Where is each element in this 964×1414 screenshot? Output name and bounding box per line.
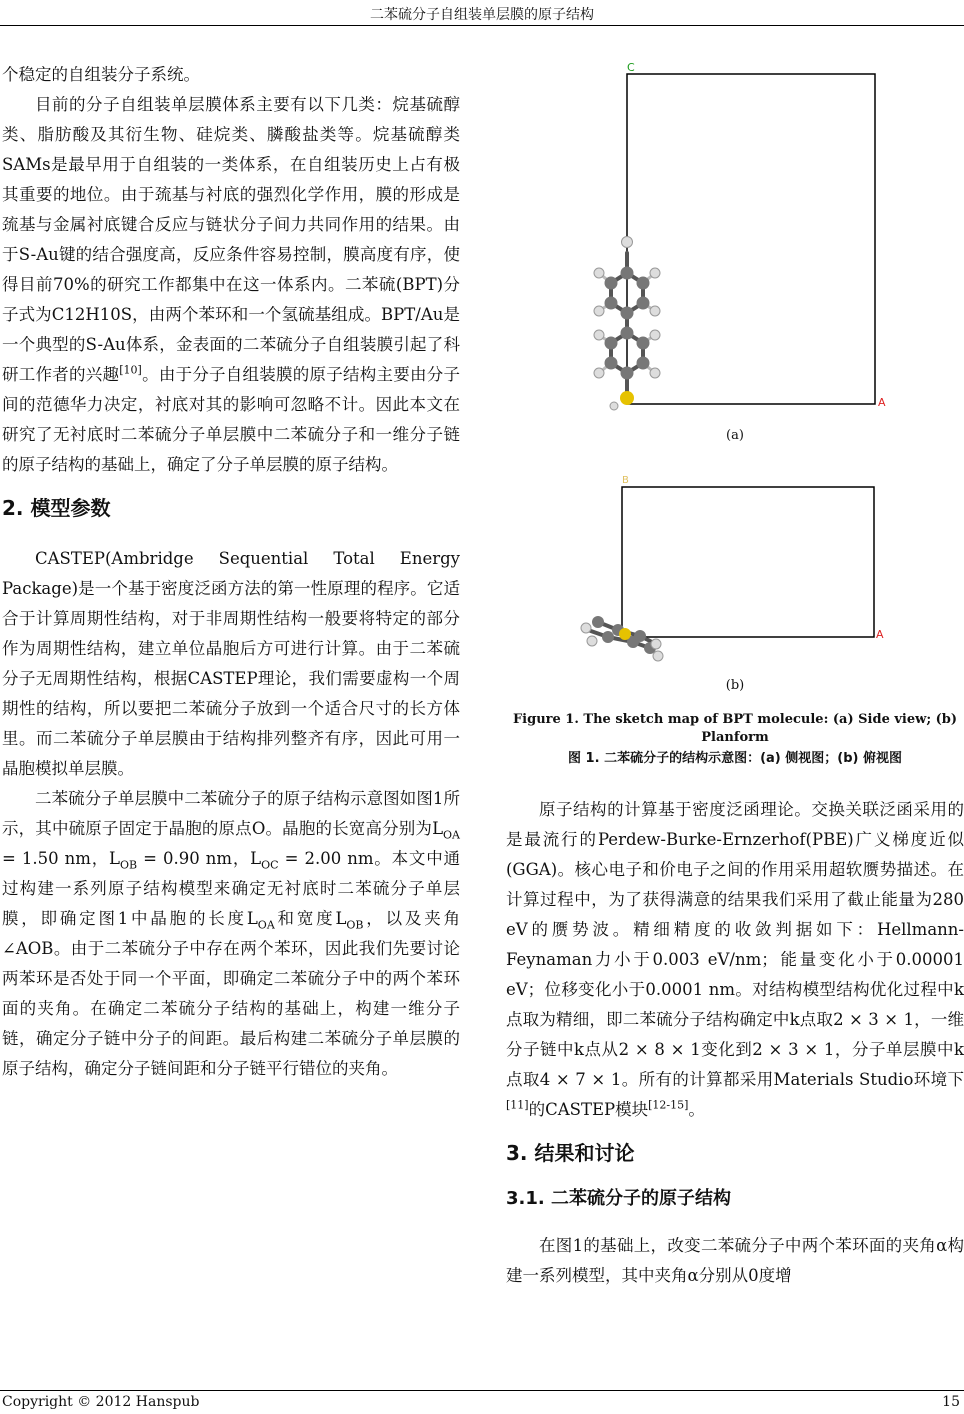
copyright-text: Copyright © 2012 Hanspub [2, 1394, 200, 1410]
header-rule [0, 25, 964, 26]
citation-12-15: [12-15] [648, 1098, 689, 1112]
citation-10: [10] [119, 363, 142, 377]
figure-1a-side-view [580, 58, 900, 418]
text-span: ，以及夹角∠AOB。由于二苯硫分子中存在两个苯环，因此我们先要讨论两苯环是否处于同一个平面，即确定二苯硫分子中的两个苯环面的夹角。在确定二苯硫分子结构的基础上，构建一维分子链，确定分子链中分子的间距。最后构建二苯硫分子单层膜的原子结构，确定分子链间距和分子链平行错位的夹角。 [2, 909, 460, 1078]
page-number: 15 [942, 1394, 960, 1410]
subscript: OC [261, 858, 279, 872]
figure-1b-planform [578, 470, 898, 670]
text-span: 的CASTEP模块 [528, 1100, 649, 1119]
paragraph-cell-dimensions [2, 784, 460, 1084]
text-span: = 1.50 nm，L [2, 849, 120, 868]
figure-label-b: (b) [725, 678, 745, 693]
paragraph-dft-method [506, 795, 964, 1125]
left-column [2, 60, 460, 1084]
text-span: = 0.90 nm，L [137, 849, 262, 868]
text-span: 和宽度L [274, 909, 347, 928]
subscript: OA [443, 828, 460, 842]
axis-label-c: C [627, 61, 635, 74]
citation-11: [11] [506, 1098, 529, 1112]
paragraph-castep: CASTEP(Ambridge Sequential Total Energy Package)是一个基于密度泛函方法的第一性原理的程序。它适合于计算周期性结构，对于非周期性结构一般要将特定的部分作为周期性结构，建立单位晶胞后方可进行计算。由于二苯硫分子无周期性结构，根据CASTEP理论，我们需要虚构一个周期性的结构，所以要把二苯硫分子放到一个适合尺寸的长方体里。而二苯硫分子单层膜由于结构排列整齐有序，因此可用一晶胞模拟单层膜。 [2, 549, 460, 778]
text-span: = 2.00 nm。本文中通过构建一系列原子结构模型来确定无衬底时二苯硫分子单层膜，即确定图1中晶胞的长度L [2, 849, 460, 928]
section-heading-model: 2. 模型参数 [2, 496, 111, 520]
axis-label-a: A [878, 396, 886, 409]
section-heading-results: 3. 结果和讨论 [506, 1141, 635, 1165]
subscript: OB [119, 858, 138, 872]
text-span: 目前的分子自组装单层膜体系主要有以下几类：烷基硫醇类、脂肪酸及其衍生物、硅烷类、膦酸盐类等。烷基硫醇类SAMs是最早用于自组装的一类体系，在自组装历史上占有极其重要的地位。由于巯基与衬底的强烈化学作用，膜的形成是巯基与金属衬底键合反应与链状分子间力共同作用的结果。由于S-Au键的结合强度高，反应条件容易控制，膜高度有序，使得目前70%的研究工作都集中在这一体系内。二苯硫(BPT)分子式为C12H10S，由两个苯环和一个氢硫基组成。BPT/Au是一个典型的S-Au体系，金表面的二苯硫分子自组装膜引起了科研工作者的兴趣 [2, 95, 460, 384]
running-header: 二苯硫分子自组装单层膜的原子结构 [370, 7, 594, 23]
figure-caption-cn: 图 1. 二苯硫分子的结构示意图：(a) 侧视图；(b) 俯视图 [568, 751, 902, 766]
page-footer [2, 1394, 962, 1410]
text-span: 。由于分子自组装膜的原子结构主要由分子间的范德华力决定，衬底对其的影响可忽略不计。因此本文在研究了无衬底时二苯硫分子单层膜中二苯硫分子和一维分子链的原子结构的基础上，确定了分子单层膜的原子结构。 [2, 365, 461, 474]
subscript: OB [346, 918, 364, 932]
paragraph-intro-end: 个稳定的自组装分子系统。 [2, 65, 200, 84]
figure-label-a: (a) [726, 428, 744, 443]
text-span: 二苯硫分子单层膜中二苯硫分子的原子结构示意图如图1所示，其中硫原子固定于晶胞的原点O。晶胞的长宽高分别为L [2, 789, 460, 838]
subscript: OA [257, 918, 275, 932]
axis-label-a: A [876, 628, 884, 641]
figure-caption-en: Figure 1. The sketch map of BPT molecule: (a) Side view; (b) Planform [512, 712, 958, 745]
unit-cell-outline [622, 487, 874, 637]
right-column [506, 795, 964, 1291]
paragraph-ring-angle: 在图1的基础上，改变二苯硫分子中两个苯环面的夹角α构建一系列模型，其中夹角α分别从0度增 [506, 1236, 964, 1285]
text-span: 。 [688, 1100, 705, 1119]
axis-label-b: B [622, 475, 629, 486]
footer-rule [0, 1390, 964, 1391]
subsection-heading-structure: 3.1. 二苯硫分子的原子结构 [506, 1188, 731, 1209]
paragraph-sam-types [2, 90, 460, 480]
unit-cell-outline [627, 74, 875, 404]
text-span: 原子结构的计算基于密度泛函理论。交换关联泛函采用的是最流行的Perdew-Burke-Ernzerhof(PBE)广义梯度近似(GGA)。核心电子和价电子之间的作用采用超软赝势描述。在计算过程中，为了获得满意的结果我们采用了截止能量为280 eV的赝势波。精细精度的收敛判据如下：Hellmann-Feynaman力小于0.003 eV/nm；能量变化小于0.00001 eV；位移变化小于0.0001 nm。对结构模型结构优化过程中k点取为精细，即二苯硫分子结构确定中k点取2 × 3 × 1，一维分子链中k点从2 × 8 × 1变化到2 × 3 × 1，分子单层膜中k点取4 × 7 × 1。所有的计算都采用Materials Studio环境下 [506, 800, 964, 1089]
